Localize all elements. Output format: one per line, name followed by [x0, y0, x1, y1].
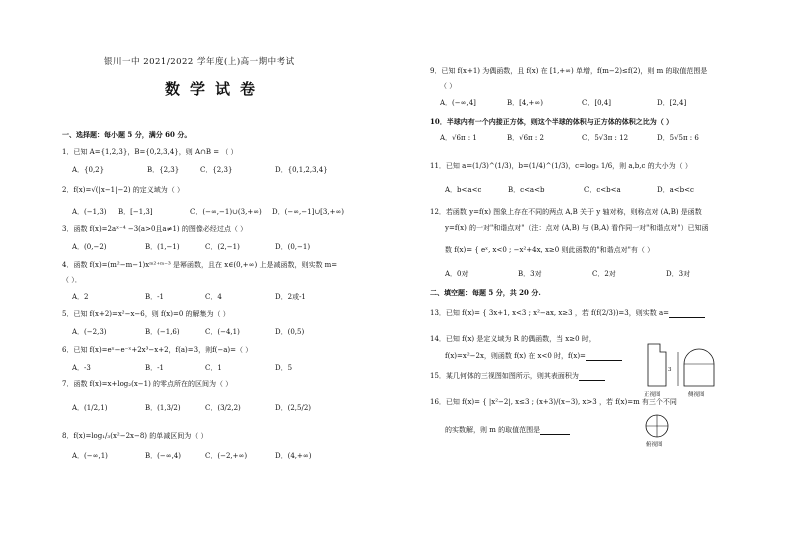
q16-stem2-text: 的实数解，则 m 的取值范围是: [445, 426, 541, 434]
q15-stem-line: [430, 372, 605, 381]
q2-option-c: C．(−∞,−1)∪(3,+∞): [190, 208, 262, 216]
q8-option-d: D．(4,+∞): [275, 452, 312, 460]
q2-option-d: D．(−∞,−1]∪[3,+∞): [272, 208, 345, 216]
q6-stem: 6．已知 f(x)=eˣ−e⁻ˣ+2x³−x+2，f(a)=3，则f(−a)=（ ）: [62, 346, 253, 354]
q9-option-d: D．[2,4]: [657, 99, 687, 107]
q15-blank[interactable]: [579, 373, 605, 381]
side-view-label: 侧视图: [688, 392, 705, 398]
q15-stem-text: 15．某几何体的三视图如图所示，则其表面积为: [430, 372, 579, 380]
q7-option-d: D．(2,5/2): [275, 404, 312, 412]
q2-option-b: B．[−1,3]: [118, 208, 153, 216]
q7-option-b: B．(1,3/2): [145, 404, 181, 412]
q6-option-a: A．-3: [72, 364, 91, 372]
q4-option-b: B．-1: [145, 293, 164, 301]
q4-option-c: C．4: [205, 293, 222, 301]
q4-stem: 4．函数 f(x)=(m²−m−1)xᵐ²⁺ᵐ⁻³ 是幂函数，且在 x∈(0,+∞) 上是减函数，则实数 m=: [62, 261, 338, 269]
front-view-label: 正视图: [644, 392, 661, 398]
q3-option-b: B．(1,−1): [145, 243, 180, 251]
q12-option-a: A．0对: [445, 270, 469, 278]
section1-heading: 一、选择题：每小题 5 分，满分 60 分。: [62, 130, 192, 139]
section2-heading: 二、填空题：每题 5 分，共 20 分.: [430, 288, 541, 297]
q14-blank[interactable]: [586, 353, 622, 361]
q3-option-a: A．(0,−2): [72, 243, 107, 251]
three-view-drawing: [640, 340, 740, 480]
q10-option-c: C．5√3π : 12: [582, 134, 629, 142]
q9-stem: 9．已知 f(x+1) 为偶函数，且 f(x) 在 [1,+∞) 单增，f(m−2)≤f(2)，则 m 的取值范围是: [430, 67, 708, 75]
q13-blank[interactable]: [669, 310, 705, 318]
top-view-label: 俯视图: [646, 442, 663, 448]
q2-option-a: A．(−1,3): [72, 208, 107, 216]
exam-title: 数学试卷: [165, 80, 266, 98]
q10-option-a: A．√6π : 1: [440, 134, 477, 142]
q11-option-a: A．b<a<c: [445, 186, 482, 194]
q6-option-b: B．-1: [145, 364, 164, 372]
q14-stem: 14．已知 f(x) 是定义域为 R 的偶函数，当 x≥0 时，: [430, 335, 596, 343]
q11-stem: 11．已知 a=(1/3)^(1/3)，b=(1/4)^(1/3)，c=log₃ 1/6，则 a,b,c 的大小为（ ）: [430, 162, 692, 170]
q8-stem: 8．f(x)=log₁/₃(x²−2x−8) 的单减区间为（ ）: [62, 432, 208, 440]
q6-option-c: C．1: [205, 364, 222, 372]
q2-stem: 2．f(x)=√(|x−1|−2) 的定义域为（ ）: [62, 186, 184, 194]
q12-option-d: D．3对: [666, 270, 691, 278]
q1-option-b: B．{2,3}: [147, 166, 180, 174]
q5-option-d: D．(0,5): [275, 328, 305, 336]
q3-option-d: D．(0,−1): [275, 243, 311, 251]
q12-stem3: 数 f(x)= { eˣ, x<0 ; −x²+4x, x≥0 则此函数的"和谐点对"有（ ）: [445, 246, 655, 254]
q16-stem: 16．已知 f(x)= { |x²−2|, x≤3 ; (x+3)/(x−3), x>3 ，若 f(x)=m 有三个不同: [430, 398, 677, 406]
q10-option-b: B．√6π : 2: [507, 134, 544, 142]
q5-option-b: B．(−1,6): [145, 328, 180, 336]
q4-stem2: （ ）．: [62, 276, 82, 284]
q9-option-a: A．(−∞,4]: [440, 99, 476, 107]
q14-stem2-line: [445, 352, 622, 361]
q4-option-d: D．2或-1: [275, 293, 306, 301]
q13-stem-text: 13．已知 f(x)= { 3x+1, x<3 ; x²−ax, x≥3 ，若 f(f(2/3))=3，则实数 a=: [430, 309, 670, 317]
q5-stem: 5．已知 f(x+2)=x²−x−6，则 f(x)=0 的解集为（ ）: [62, 310, 230, 318]
q14-stem2-text: f(x)=x²−2x，则函数 f(x) 在 x<0 时，f(x)=: [445, 352, 586, 360]
side-view-shape: [684, 349, 714, 386]
q1-option-a: A．{0,2}: [72, 166, 105, 174]
dimension-label: 3: [668, 367, 672, 373]
q9-option-b: B．[4,+∞): [507, 99, 543, 107]
q7-option-a: A．(1/2,1): [72, 404, 108, 412]
q5-option-c: C．(−4,1): [205, 328, 240, 336]
q11-option-b: B．c<a<b: [508, 186, 545, 194]
q9-stem2: （ ）: [440, 82, 457, 90]
q1-stem: 1．已知 A={1,2,3}，B={0,2,3,4}，则 A∩B = （ ）: [62, 148, 238, 156]
q3-stem: 3．函数 f(x)=2aˣ⁻⁴ −3(a>0且a≠1) 的图像必经过点（ ）: [62, 225, 248, 233]
school-line: 银川一中 2021/2022 学年度(上)高一期中考试: [104, 57, 295, 67]
q3-option-c: C．(2,−1): [205, 243, 240, 251]
q9-option-c: C．[0,4]: [582, 99, 611, 107]
q16-blank[interactable]: [540, 427, 570, 435]
front-view-shape: [648, 344, 666, 386]
q12-stem2: y=f(x) 的一对"和谐点对"（注：点对 (A,B) 与 (B,A) 看作同一对"和谐点对"）已知函: [445, 224, 709, 232]
q7-stem: 7．函数 f(x)=x+log₂(x−1) 的零点所在的区间为（ ）: [62, 380, 233, 388]
q12-option-c: C．2对: [592, 270, 616, 278]
q16-stem2-line: [445, 426, 570, 435]
q12-stem: 12．若函数 y=f(x) 图象上存在不同的两点 A,B 关于 y 轴对称，则称点对 (A,B) 是函数: [430, 208, 702, 216]
q1-option-d: D．{0,1,2,3,4}: [275, 166, 328, 174]
q12-option-b: B．3对: [518, 270, 542, 278]
q1-option-c: C．{2,3}: [200, 166, 233, 174]
q11-option-c: C．c<b<a: [584, 186, 621, 194]
q6-option-d: D．5: [275, 364, 293, 372]
three-view-figure: [640, 340, 740, 480]
q11-option-d: D．a<b<c: [657, 186, 694, 194]
q5-option-a: A．(−2,3): [72, 328, 107, 336]
q8-option-b: B．(−∞,4): [145, 452, 181, 460]
q4-option-a: A．2: [72, 293, 89, 301]
q8-option-a: A．(−∞,1): [72, 452, 108, 460]
q7-option-c: C．(3/2,2): [205, 404, 241, 412]
q10-option-d: D．5√5π : 6: [657, 134, 699, 142]
q10-stem: 10．半球内有一个内接正方体，则这个半球的体积与正方体的体积之比为（ ）: [430, 117, 674, 126]
q13-stem: [430, 309, 705, 318]
q8-option-c: C．(−2,+∞): [205, 452, 248, 460]
